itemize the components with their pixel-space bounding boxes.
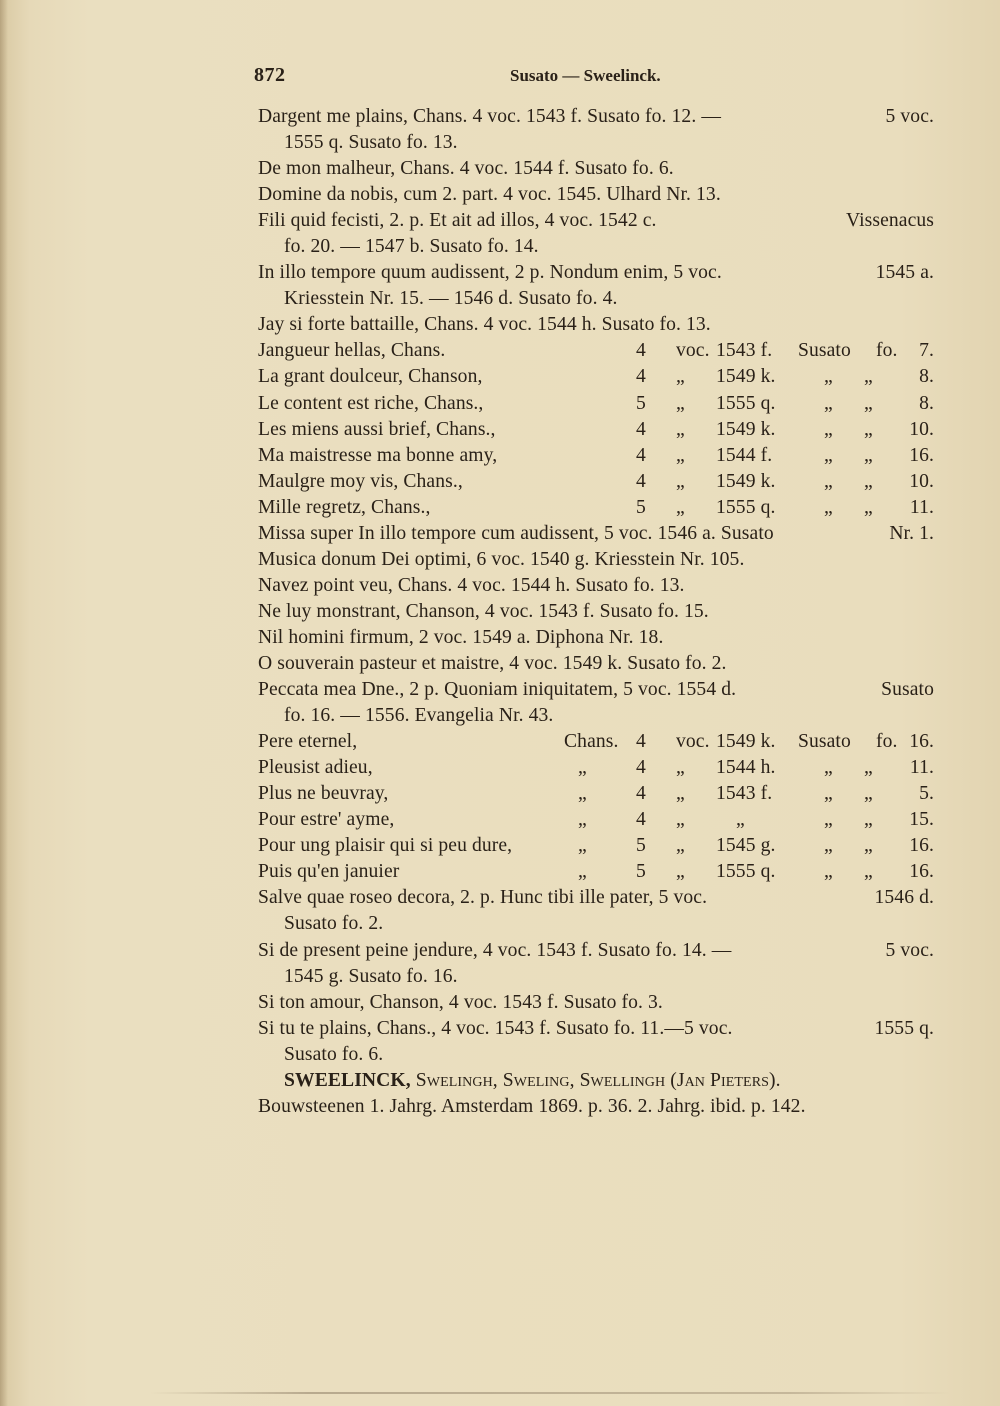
table-row: Puis qu'en januier „ 5 „ 1555 q. „ „ 16. <box>258 861 934 883</box>
entry: Navez point veu, Chans. 4 voc. 1544 h. Susato fo. 13. <box>258 574 685 596</box>
entry: Domine da nobis, cum 2. part. 4 voc. 1545. Ulhard Nr. 13. <box>258 184 721 206</box>
entry: Nil homini firmum, 2 voc. 1549 a. Diphona Nr. 18. <box>258 626 664 648</box>
entry: Si ton amour, Chanson, 4 voc. 1543 f. Susato fo. 3. <box>258 991 663 1013</box>
composer-reference: Bouwsteenen 1. Jahrg. Amsterdam 1869. p. 36. 2. Jahrg. ibid. p. 142. <box>258 1095 806 1117</box>
entry-continuation: 1555 q. Susato fo. 13. <box>284 132 458 154</box>
composer-name: SWEELINCK, <box>284 1069 411 1091</box>
table-row: Plus ne beuvray, „ 4 „ 1543 f. „ „ 5. <box>258 783 934 805</box>
composer-heading <box>258 1068 934 1094</box>
table-row: Les miens aussi brief, Chans., 4 „ 1549 k. „ „ 10. <box>258 418 934 440</box>
entry-line: Peccata mea Dne., 2 p. Quoniam iniquitatem, 5 voc. 1554 d. Susato <box>258 679 934 701</box>
bottom-edge-mark <box>150 1392 950 1394</box>
entry: De mon malheur, Chans. 4 voc. 1544 f. Susato fo. 6. <box>258 158 674 180</box>
entry <box>258 677 934 729</box>
table-row: Jangueur hellas, Chans. 4 voc. 1543 f. Susato fo. 7. <box>258 340 934 362</box>
entry-line: In illo tempore quum audissent, 2 p. Nondum enim, 5 voc. 1545 a. <box>258 262 934 284</box>
entry <box>258 885 934 937</box>
entry-continuation: Susato fo. 6. <box>284 1043 384 1065</box>
composer-name-variants: Swelingh, Sweling, Swellingh (Jan Pieters). <box>415 1069 781 1091</box>
table-row: La grant doulceur, Chanson, 4 „ 1549 k. „ „ 8. <box>258 366 934 388</box>
entry-continuation: 1545 g. Susato fo. 16. <box>284 965 458 987</box>
entry: Ne luy monstrant, Chanson, 4 voc. 1543 f. Susato fo. 15. <box>258 600 709 622</box>
page-header <box>254 64 934 94</box>
page-number: 872 <box>254 64 286 86</box>
entry-line: Salve quae roseo decora, 2. p. Hunc tibi ille pater, 5 voc. 1546 d. <box>258 887 934 909</box>
entry: Musica donum Dei optimi, 6 voc. 1540 g. Kriesstein Nr. 105. <box>258 548 745 570</box>
table-row: Maulgre moy vis, Chans., 4 „ 1549 k. „ „ 10. <box>258 470 934 492</box>
entry <box>258 1016 934 1068</box>
entry: O souverain pasteur et maistre, 4 voc. 1549 k. Susato fo. 2. <box>258 652 727 674</box>
entry <box>258 260 934 312</box>
entry: Jay si forte battaille, Chans. 4 voc. 1544 h. Susato fo. 13. <box>258 314 711 336</box>
table-row: Ma maistresse ma bonne amy, 4 „ 1544 f. „ „ 16. <box>258 444 934 466</box>
entry-continuation: Kriesstein Nr. 15. — 1546 d. Susato fo. 4. <box>284 288 618 310</box>
table-row: Mille regretz, Chans., 5 „ 1555 q. „ „ 11. <box>258 496 934 518</box>
entry: Missa super In illo tempore cum audissent, 5 voc. 1546 a. Susato Nr. 1. <box>258 522 934 544</box>
table-row: Pour ung plaisir qui si peu dure, „ 5 „ 1545 g. „ „ 16. <box>258 835 934 857</box>
running-title: Susato — Sweelinck. <box>510 66 661 85</box>
page-binding-shadow <box>0 0 8 1406</box>
tabular-entries-a <box>258 338 934 520</box>
entry <box>258 938 934 990</box>
entry-line: Si de present peine jendure, 4 voc. 1543 f. Susato fo. 14. — 5 voc. <box>258 939 934 961</box>
entry-continuation: fo. 16. — 1556. Evangelia Nr. 43. <box>284 705 554 727</box>
table-row: Le content est riche, Chans., 5 „ 1555 q. „ „ 8. <box>258 392 934 414</box>
table-row: Pour estre' ayme, „ 4 „ „ „ „ 15. <box>258 809 934 831</box>
entry <box>258 208 934 260</box>
table-row: Pleusist adieu, „ 4 „ 1544 h. „ „ 11. <box>258 757 934 779</box>
entry-continuation: fo. 20. — 1547 b. Susato fo. 14. <box>284 236 539 258</box>
entry-continuation: Susato fo. 2. <box>284 913 384 935</box>
entry-line: Fili quid fecisti, 2. p. Et ait ad illos, 4 voc. 1542 c. Vissenacus <box>258 210 934 232</box>
table-row: Pere eternel, Chans. 4 voc. 1549 k. Susato fo. 16. <box>258 731 934 753</box>
entry-line: Si tu te plains, Chans., 4 voc. 1543 f. Susato fo. 11.—5 voc. 1555 q. <box>258 1017 934 1039</box>
entry-line: Dargent me plains, Chans. 4 voc. 1543 f. Susato fo. 12. — 5 voc. <box>258 106 934 127</box>
tabular-entries-b <box>258 729 934 885</box>
body-text <box>258 104 934 1120</box>
entry <box>258 104 934 156</box>
